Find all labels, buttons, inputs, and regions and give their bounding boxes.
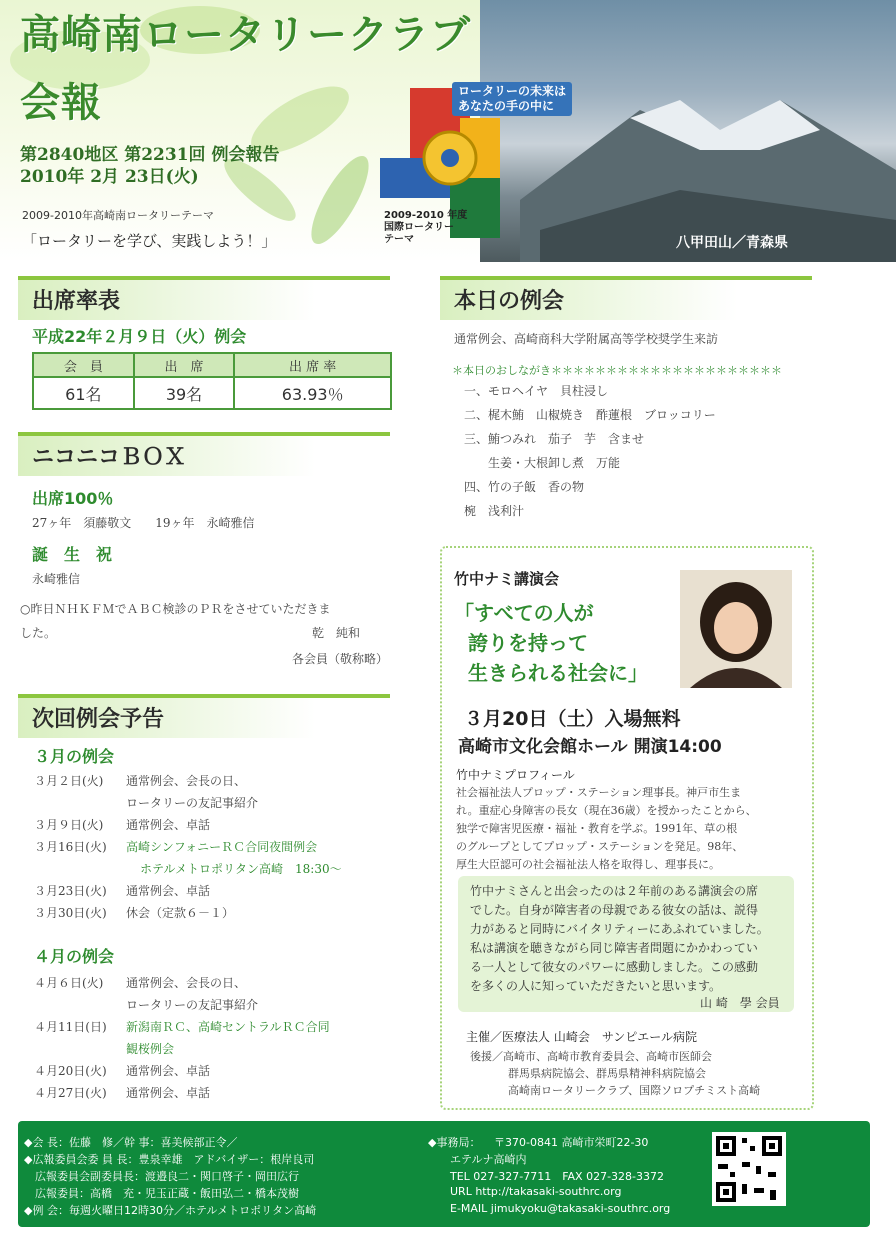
menu-title: ＊本日のおしながき＊＊＊＊＊＊＊＊＊＊＊＊＊＊＊＊＊＊＊＊＊ [452,364,782,377]
qr-code-pattern [712,1132,786,1206]
speaker-photo [680,570,792,688]
quote-line: 私は講演を聴きながら同じ障害者問題にかかわってい [470,941,758,955]
schedule-item: 観桜例会 [126,1042,175,1056]
perfect-attendance-text: 27ヶ年 須藤敬文 19ヶ年 永崎雅信 [32,516,255,530]
meeting-date: 2010年 2月 23日(火) [20,167,199,187]
lecture-host: 主催／医療法人 山崎会 サンピエール病院 [466,1030,697,1044]
lecture-date: ３月20日（土）入場無料 [464,708,681,730]
perfect-attendance-heading: 出席100％ [32,489,114,508]
support-line: 後援／高崎市、高崎市教育委員会、高崎市医師会 [470,1050,712,1063]
attendance-rate: 63.93％ [234,377,391,409]
schedule-item: 高崎シンフォニーＲＣ合同夜間例会 [126,840,318,854]
mountain-illustration [480,0,896,262]
rotary-year: 2009-2010 年度 [384,210,468,221]
footer-officer-line: ◆広報委員会委 員 長：豊泉幸雄 アドバイザー：根岸良司 [24,1153,315,1166]
quote-line: 竹中ナミさんと出会ったのは２年前のある講演会の席 [470,884,759,898]
footer-office-line: URL http://takasaki-southrc.org [450,1185,622,1198]
schedule-item: 通常例会、卓話 [126,1064,211,1078]
footer-office-line: TEL 027-327-7711 FAX 027-328-3372 [450,1170,665,1183]
rotary-theme-label [384,210,467,246]
next-meetings-section-header [18,694,390,738]
footer-officer-line: 広報委員：高橋 充・児玉正蔵・飯田弘二・橋本茂樹 [24,1187,299,1200]
attendance-meeting: 平成22年２月９日（火）例会 [32,327,247,346]
title-line: 高崎南ロータリークラブ [20,11,471,58]
schedule-item: 通常例会、卓話 [126,884,211,898]
menu-item: 四、竹の子飯 香の物 [464,480,585,494]
quote-author: 山 崎 學 会員 [700,996,780,1010]
profile-line: れ。重症心身障害の長女（現在36歳）を授かったことから、 [456,804,757,817]
footer-office-line: エテルナ高崎内 [450,1153,527,1166]
column-header: 出 席 率 [234,353,391,377]
office-label: ◆事務局： [428,1136,481,1149]
rotary-slogan-line: あなたの手の中に [458,99,555,113]
nikoniko-note: した。 [20,626,57,640]
rotary-theme-word: テーマ [384,234,414,245]
footer-office-line: E-MAIL jimukyoku@takasaki-southrc.org [450,1202,671,1215]
profile-heading: 竹中ナミプロフィール [456,768,575,782]
rotary-slogan-line: ロータリーの未来は [458,84,567,98]
note-author: 乾 純和 [312,626,361,640]
schedule-date: ４月27日(火) [34,1086,107,1100]
lecture-venue: 高崎市文化会館ホール 開演14:00 [458,737,722,757]
schedule-item: 通常例会、会長の日、 [126,774,247,788]
column-header: 会 員 [33,353,134,377]
menu-item: 生姜・大根卸し煮 万能 [464,456,621,470]
mountain-photo [480,0,896,262]
column-header: 出 席 [134,353,235,377]
quote-line: る一人として彼女のパワーに感動しました。この感動 [470,960,759,974]
catch-line: 誇りを持って [468,631,588,655]
all-members: 各会員（敬称略） [292,652,389,666]
quote-line: 力があると同時にバイタリティーにあふれていました。 [470,922,769,936]
lecture-catchphrase [454,598,648,688]
lecture-title: 竹中ナミ講演会 [454,570,560,588]
profile-line: 社会福祉法人プロップ・ステーション理事長。神戸市生ま [456,786,742,799]
table-row [33,377,391,409]
attendance-table [32,352,392,410]
footer-officer-line: 広報委員会副委員長：渡邉良二・関口啓子・岡田広行 [24,1170,299,1183]
club-theme-label: 2009-2010年高崎南ロータリーテーマ [22,209,214,222]
meeting-number: 第2840地区 第2231回 例会報告 [20,145,280,165]
section-title: 出席率表 [32,288,121,314]
table-header-row [33,353,391,377]
attendance-section-header [18,276,390,320]
rotary-international: 国際ロータリー [384,222,454,233]
section-title: ニコニコＢＯＸ [32,444,187,470]
catch-line: 「すべての人が [454,601,594,625]
march-heading: ３月の例会 [34,747,115,766]
newsletter-title [20,12,471,126]
schedule-item: 新潟南ＲＣ、高崎セントラルＲＣ合同 [126,1020,330,1034]
schedule-date: ３月30日(火) [34,906,107,920]
menu-item: 椀 浅利汁 [464,504,525,518]
nikoniko-note: ○昨日ＮＨＫＦＭでＡＢＣ検診のＰＲをさせていただきま [20,602,331,616]
schedule-date: ３月９日(火) [34,818,104,832]
photo-caption: 八甲田山／青森県 [676,235,788,251]
title-line: 会報 [20,79,102,126]
nikoniko-section-header [18,432,390,476]
attended-count: 39名 [134,377,235,409]
footer-officer-line: ◆例 会：毎週火曜日12時30分／ホテルメトロポリタン高崎 [24,1204,317,1217]
schedule-date: ４月11日(日) [34,1020,107,1034]
footer-office-line: 〒370-0841 高崎市栄町22-30 [494,1136,649,1149]
schedule-date: ３月２日(火) [34,774,104,788]
club-theme: 「ロータリーを学び、実践しよう！」 [22,232,277,250]
support-line: 群馬県病院協会、群馬県精神科病院協会 [508,1067,706,1080]
schedule-date: ３月23日(火) [34,884,107,898]
schedule-item: 通常例会、会長の日、 [126,976,247,990]
schedule-item: 通常例会、卓話 [126,1086,211,1100]
schedule-item: 通常例会、卓話 [126,818,211,832]
birthday-text: 永崎雅信 [32,572,81,586]
schedule-date: ４月20日(火) [34,1064,107,1078]
birthday-heading: 誕 生 祝 [32,545,113,564]
schedule-item: ロータリーの友記事紹介 [126,796,259,810]
section-title: 本日の例会 [454,288,565,314]
profile-line: のグループとしてプロップ・ステーションを発足。98年、 [456,840,744,853]
quote-line: を多くの人に知っていただきたいと思います。 [470,979,722,993]
menu-item: 一、モロヘイヤ 貝柱浸し [464,384,609,398]
profile-line: 厚生大臣認可の社会福祉法人格を取得し、理事長に。 [456,858,720,871]
schedule-date: ４月６日(火) [34,976,104,990]
menu-item: 三、鮪つみれ 茄子 芋 含ませ [464,432,645,446]
support-line: 高崎南ロータリークラブ、国際ソロプチミスト高崎 [508,1084,761,1097]
members-count: 61名 [33,377,134,409]
qr-code [712,1132,786,1206]
quote-line: でした。自身が障害者の母親である彼女の話は、説得 [470,903,759,917]
catch-line: 生きられる社会に」 [468,661,648,685]
section-title: 次回例会予告 [32,706,165,732]
schedule-item: ホテルメトロポリタン高崎 18:30〜 [140,862,342,876]
today-intro: 通常例会、高崎商科大学附属高等学校奨学生来訪 [454,332,719,346]
schedule-item: ロータリーの友記事紹介 [126,998,259,1012]
profile-line: 独学で障害児医療・福祉・教育を学ぶ。1991年、草の根 [456,822,738,835]
today-section-header [440,276,812,320]
schedule-date: ３月16日(火) [34,840,107,854]
footer-officer-line: ◆会 長：佐藤 修／幹 事：喜美候部正令／ [24,1136,238,1149]
april-heading: ４月の例会 [34,947,115,966]
schedule-item: 休会（定款６－１） [126,906,235,920]
menu-item: 二、梶木鮪 山椒焼き 酢蓮根 ブロッコリー [464,408,716,422]
